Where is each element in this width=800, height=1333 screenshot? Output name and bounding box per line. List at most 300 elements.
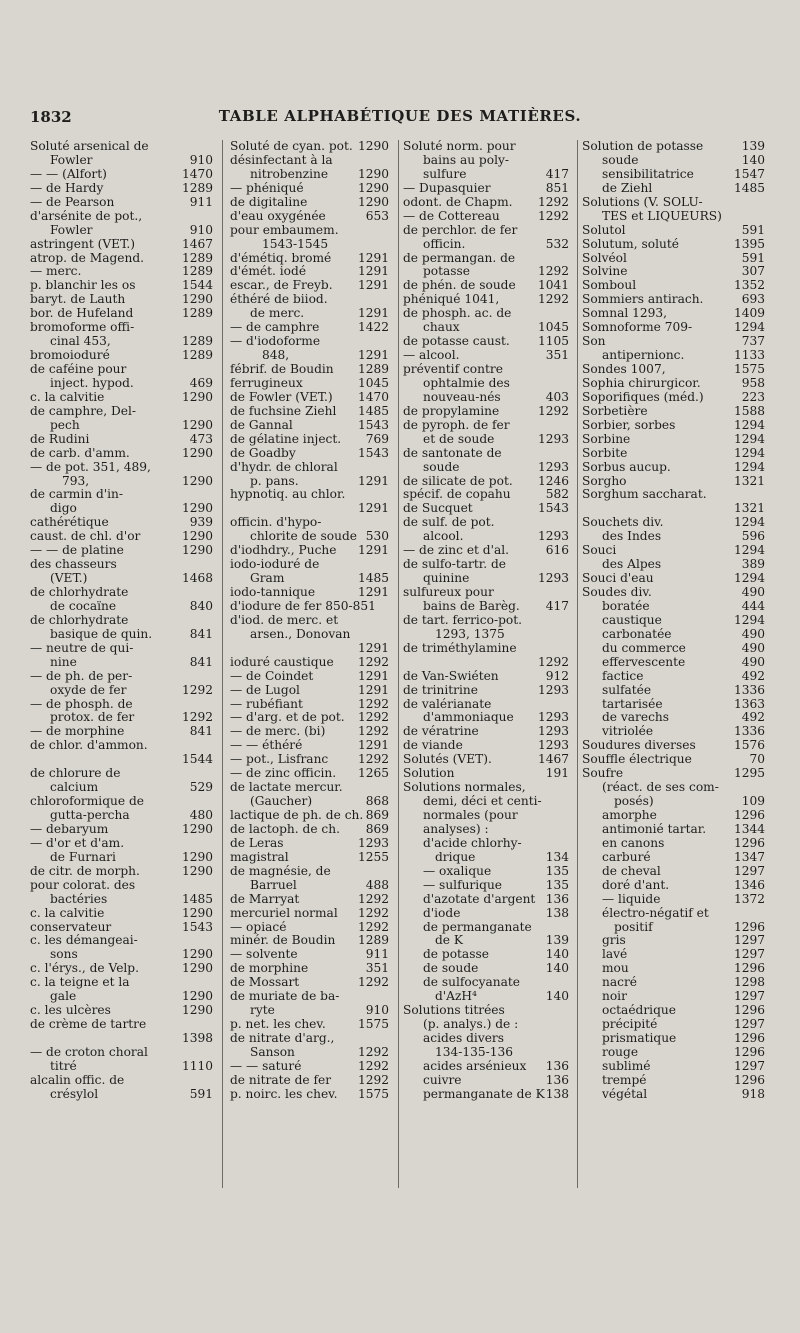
entry-page-ref: 1297 [733, 864, 765, 878]
entry-text: nouveau-nés [423, 390, 501, 404]
entry-text: de sulf. de pot. [403, 516, 495, 530]
entry-page-ref: 1291 [357, 544, 389, 558]
entry-page-ref: 139 [545, 934, 569, 948]
index-entry [582, 1018, 765, 1032]
entry-page-ref: 1290 [181, 293, 213, 307]
entry-page-ref: 490 [741, 586, 765, 599]
entry-text: — rubéfiant [230, 697, 303, 711]
entry-page-ref: 1289 [181, 335, 213, 349]
entry-text: d'iode [423, 906, 461, 920]
index-entry [582, 265, 765, 279]
index-entry [230, 168, 389, 182]
index-entry [230, 656, 389, 670]
entry-page-ref: 1292 [357, 1059, 389, 1073]
entry-text: de phén. de soude [403, 279, 516, 293]
entry-page-ref: 1133 [733, 349, 765, 363]
entry-page-ref: 1290 [357, 195, 389, 209]
index-entry [403, 307, 569, 321]
entry-page-ref: 1296 [733, 1073, 765, 1087]
entry-page-ref: 1291 [357, 349, 389, 363]
entry-text: — de phosph. de [30, 697, 133, 711]
entry-text: des Indes [602, 530, 662, 544]
entry-text: 793, [62, 474, 90, 488]
entry-page-ref: 1470 [357, 390, 389, 404]
entry-page-ref: 1292 [357, 753, 389, 767]
entry-text: caust. de chl. d'or [30, 530, 141, 544]
column-divider-2 [398, 140, 399, 1188]
entry-page-ref: 1485 [357, 404, 389, 418]
index-entry [230, 224, 389, 238]
index-entry [403, 154, 569, 168]
index-entry [30, 391, 213, 405]
entry-page-ref: 1544 [181, 279, 213, 293]
entry-text: caustique [602, 613, 662, 627]
entry-page-ref: 912 [545, 669, 569, 683]
entry-page-ref: 596 [741, 530, 765, 544]
entry-page-ref: 530 [365, 530, 389, 544]
entry-page-ref: 1336 [733, 725, 765, 739]
index-entry [403, 572, 569, 586]
entry-text: Solutol [582, 223, 626, 237]
entry-text: trempé [602, 1073, 647, 1087]
index-entry [30, 753, 213, 767]
entry-text: — — (Alfort) [30, 167, 107, 181]
index-entry [30, 377, 213, 391]
entry-page-ref: 1290 [181, 906, 213, 920]
index-entry [30, 252, 213, 266]
entry-page-ref: 1293 [537, 432, 569, 446]
index-entry [230, 990, 389, 1004]
index-entry [582, 823, 765, 837]
entry-text: p. noirc. les chev. [230, 1087, 338, 1101]
entry-text: de permangan. de [403, 251, 516, 265]
index-entry [582, 586, 765, 600]
entry-text: de permanganate [423, 920, 532, 934]
entry-page-ref: 591 [189, 1087, 213, 1101]
index-entry [30, 865, 213, 879]
index-entry [403, 921, 569, 935]
entry-text: Sorghum saccharat. [582, 488, 707, 502]
entry-text: de vératrine [403, 725, 479, 739]
index-entry [230, 628, 389, 642]
index-entry [403, 781, 569, 795]
entry-page-ref: 1292 [357, 655, 389, 669]
index-entry [230, 1060, 389, 1074]
entry-page-ref: 1292 [181, 683, 213, 697]
index-entry [582, 879, 765, 893]
entry-text: bains de Barèg. [423, 599, 520, 613]
index-entry [403, 210, 569, 224]
index-entry [403, 907, 569, 921]
entry-text: de cheval [602, 864, 661, 878]
entry-text: — de zinc et d'al. [403, 544, 509, 558]
index-entry [30, 419, 213, 433]
index-entry [230, 502, 389, 516]
entry-text: sons [50, 948, 78, 962]
entry-text: drique [435, 850, 476, 864]
entry-text: — debaryum [30, 822, 109, 836]
entry-page-ref: 1291 [357, 279, 389, 293]
index-entry [582, 907, 765, 921]
entry-page-ref: 1290 [181, 502, 213, 516]
index-entry [30, 558, 213, 572]
entry-text: — Dupasquier [403, 181, 491, 195]
entry-page-ref: 351 [545, 349, 569, 363]
index-entry [582, 628, 765, 642]
entry-text: (p. analys.) de : [423, 1018, 519, 1032]
entry-text: p. pans. [250, 474, 299, 488]
entry-page-ref: 1543 [537, 502, 569, 516]
running-title: TABLE ALPHABÉTIQUE DES MATIÈRES. [218, 107, 582, 125]
index-entry [30, 433, 213, 447]
index-entry [230, 795, 389, 809]
index-entry [230, 544, 389, 558]
index-entry [403, 1032, 569, 1046]
entry-page-ref: 138 [545, 906, 569, 920]
index-entry [403, 893, 569, 907]
entry-text: — de ph. de per- [30, 669, 133, 683]
entry-text: p. net. les chev. [230, 1018, 326, 1032]
index-column-3 [403, 140, 569, 1102]
entry-page-ref: 868 [365, 795, 389, 809]
index-entry [403, 642, 569, 656]
entry-page-ref: 1292 [537, 655, 569, 669]
index-entry [30, 516, 213, 530]
entry-page-ref: 1293 [357, 836, 389, 850]
index-entry [582, 1074, 765, 1088]
index-entry [582, 154, 765, 168]
index-entry [403, 614, 569, 628]
entry-text: — — éthéré [230, 739, 303, 753]
entry-text: carburé [602, 850, 651, 864]
entry-page-ref: 591 [741, 251, 765, 265]
entry-text: Sondes 1007, [582, 363, 666, 376]
entry-page-ref: 1290 [181, 948, 213, 962]
entry-text: électro-négatif et [602, 906, 709, 920]
entry-text: d'ammoniaque [423, 711, 514, 725]
entry-page-ref: 1294 [733, 460, 765, 474]
index-entry [230, 739, 389, 753]
entry-text: — de zinc officin. [230, 767, 337, 781]
index-entry [403, 293, 569, 307]
index-entry [403, 767, 569, 781]
entry-page-ref: 136 [545, 892, 569, 906]
entry-text: conservateur [30, 920, 112, 934]
entry-text: de morphine [230, 962, 309, 976]
entry-text: de lactoph. de ch. [230, 822, 340, 836]
entry-text: — de Coindet [230, 669, 314, 683]
entry-text: titré [50, 1059, 77, 1073]
index-entry [30, 1088, 213, 1102]
entry-text: de Goadby [230, 446, 296, 460]
index-entry [30, 684, 213, 698]
entry-text: atrop. de Magend. [30, 251, 145, 265]
entry-text: — de morphine [30, 725, 125, 739]
entry-text: Sophia chirurgicor. [582, 376, 701, 390]
entry-page-ref: 135 [545, 864, 569, 878]
entry-page-ref: 1468 [181, 572, 213, 586]
entry-text: de propylamine [403, 404, 500, 418]
entry-text: octaédrique [602, 1004, 676, 1018]
entry-text: Sommiers antirach. [582, 293, 704, 307]
index-entry [30, 767, 213, 781]
index-entry [582, 530, 765, 544]
entry-page-ref: 1292 [537, 293, 569, 307]
index-entry [403, 990, 569, 1004]
index-entry [30, 196, 213, 210]
entry-page-ref: 417 [545, 599, 569, 613]
entry-page-ref: 1105 [537, 335, 569, 349]
index-entry [403, 405, 569, 419]
index-entry [403, 753, 569, 767]
entry-text: de carmin d'in- [30, 488, 124, 502]
index-entry [403, 544, 569, 558]
index-entry [230, 614, 389, 628]
index-entry [582, 1060, 765, 1074]
entry-text: — de Hardy [30, 181, 104, 195]
entry-text: de Fowler (VÉT.) [230, 390, 333, 404]
entry-text: — de croton choral [30, 1045, 148, 1059]
entry-text: ryte [250, 1004, 275, 1018]
index-entry [30, 962, 213, 976]
index-column-2 [230, 140, 389, 1102]
index-entry [582, 600, 765, 614]
entry-text: — d'arg. et de pot. [230, 711, 345, 725]
entry-page-ref: 1110 [181, 1059, 213, 1073]
entry-text: noir [602, 990, 627, 1004]
entry-text: — sulfurique [423, 878, 503, 892]
entry-page-ref: 911 [189, 195, 213, 209]
entry-page-ref: 910 [189, 153, 213, 167]
index-entry [30, 1046, 213, 1060]
index-entry [403, 739, 569, 753]
entry-page-ref: 490 [741, 627, 765, 641]
entry-text: — de Cottereau [403, 209, 500, 223]
index-entry [582, 544, 765, 558]
entry-page-ref: 1292 [357, 1073, 389, 1087]
index-entry [30, 293, 213, 307]
entry-text: de triméthylamine [403, 641, 517, 655]
entry-text: de Van-Swiéten [403, 669, 499, 683]
index-entry [30, 851, 213, 865]
index-entry [582, 182, 765, 196]
entry-text: de sulfocyanate [423, 976, 520, 990]
index-entry [403, 823, 569, 837]
entry-text: des Alpes [602, 558, 662, 572]
entry-page-ref: 1294 [733, 446, 765, 460]
index-entry [403, 447, 569, 461]
index-entry [30, 210, 213, 224]
index-entry [582, 865, 765, 879]
entry-text: de carb. d'amm. [30, 446, 130, 460]
entry-text: de varechs [602, 711, 670, 725]
entry-text: Solutum, soluté [582, 237, 679, 251]
entry-page-ref: 1293 [537, 460, 569, 474]
index-entry [582, 851, 765, 865]
entry-page-ref: 1289 [181, 307, 213, 321]
index-entry [582, 767, 765, 781]
entry-text: (réact. de ses com- [602, 781, 719, 795]
entry-page-ref: 1293 [537, 572, 569, 586]
entry-page-ref: 1292 [357, 725, 389, 739]
index-entry [230, 823, 389, 837]
index-entry [230, 433, 389, 447]
index-entry [403, 586, 569, 600]
entry-page-ref: 1291 [357, 251, 389, 265]
index-entry [230, 1088, 389, 1102]
index-entry [230, 907, 389, 921]
entry-text: TÉS et LIQUEURS) [602, 209, 722, 223]
index-entry [403, 1046, 569, 1060]
entry-page-ref: 1292 [181, 711, 213, 725]
entry-text: alcalin offic. de [30, 1073, 125, 1087]
entry-text: Souffle électrique [582, 753, 692, 767]
index-entry [30, 921, 213, 935]
entry-page-ref: 1297 [733, 1059, 765, 1073]
entry-page-ref: 1290 [181, 850, 213, 864]
entry-page-ref: 1292 [537, 404, 569, 418]
entry-text: Souci [582, 544, 617, 558]
index-entry [30, 168, 213, 182]
entry-text: Souchets div. [582, 516, 664, 530]
entry-text: — neutre de qui- [30, 641, 134, 655]
index-entry [403, 238, 569, 252]
index-entry [230, 363, 389, 377]
index-entry [403, 698, 569, 712]
entry-text: Solution de potasse [582, 140, 704, 153]
index-entry [403, 656, 569, 670]
entry-text: calcium [50, 781, 99, 795]
index-entry [403, 252, 569, 266]
entry-text: bromoioduré [30, 349, 110, 363]
entry-text: — phéniqué [230, 181, 304, 195]
index-entry [582, 809, 765, 823]
entry-page-ref: 1291 [357, 265, 389, 279]
index-entry [230, 684, 389, 698]
entry-text: Fowler [50, 223, 93, 237]
entry-text: potasse [423, 265, 471, 279]
index-entry [230, 377, 389, 391]
entry-page-ref: 1290 [181, 530, 213, 544]
index-entry [582, 781, 765, 795]
entry-text: c. les ulcères [30, 1004, 111, 1018]
entry-text: Soluté arsenical de [30, 140, 149, 153]
entry-text: mou [602, 962, 629, 976]
index-entry [30, 1018, 213, 1032]
index-entry [30, 698, 213, 712]
index-entry [230, 1032, 389, 1046]
index-entry [582, 656, 765, 670]
entry-text: et de soude [423, 432, 495, 446]
entry-page-ref: 1246 [537, 474, 569, 488]
index-entry [403, 363, 569, 377]
entry-page-ref: 1296 [733, 836, 765, 850]
entry-page-ref: 139 [741, 140, 765, 153]
index-entry [230, 1004, 389, 1018]
entry-page-ref: 1296 [733, 1004, 765, 1018]
entry-text: Sorbier, sorbes [582, 418, 676, 432]
index-entry [582, 893, 765, 907]
index-entry [230, 586, 389, 600]
entry-text: Soluté de cyan. pot. [230, 140, 353, 153]
index-entry [230, 475, 389, 489]
entry-page-ref: 653 [365, 209, 389, 223]
entry-page-ref: 1041 [537, 279, 569, 293]
index-entry [230, 976, 389, 990]
page-number: 1832 [30, 108, 72, 126]
entry-text: minér. de Boudin [230, 934, 336, 948]
index-entry [230, 642, 389, 656]
entry-text: chloroformique de [30, 795, 144, 809]
entry-text: permanganate de K [423, 1087, 545, 1101]
entry-page-ref: 910 [189, 223, 213, 237]
index-entry [230, 530, 389, 544]
entry-page-ref: 939 [189, 516, 213, 530]
entry-page-ref: 490 [741, 655, 765, 669]
index-entry [582, 349, 765, 363]
entry-text: d'arsénite de pot., [30, 209, 143, 223]
entry-text: (VÉT.) [50, 572, 88, 586]
entry-text: amorphe [602, 809, 657, 822]
entry-page-ref: 1575 [357, 1087, 389, 1101]
entry-page-ref: 1363 [733, 697, 765, 711]
entry-text: de gélatine inject. [230, 432, 342, 446]
index-entry [230, 196, 389, 210]
entry-page-ref: 1292 [357, 976, 389, 990]
index-entry [230, 1018, 389, 1032]
entry-text: de soude [423, 962, 479, 976]
index-entry [582, 976, 765, 990]
entry-text: Solvéol [582, 251, 627, 265]
entry-page-ref: 1289 [181, 181, 213, 195]
entry-text: de Ziehl [602, 181, 653, 195]
entry-text: — opiacé [230, 920, 287, 934]
entry-text: soude [423, 460, 460, 474]
entry-text: de potasse [423, 948, 489, 962]
entry-text: de tart. ferrico-pot. [403, 613, 522, 627]
index-entry [30, 823, 213, 837]
index-entry [582, 488, 765, 502]
index-entry [582, 252, 765, 266]
entry-page-ref: 1296 [733, 809, 765, 822]
entry-text: Soluté norm. pour [403, 140, 516, 153]
entry-page-ref: 223 [741, 390, 765, 404]
index-entry [30, 475, 213, 489]
entry-page-ref: 1297 [733, 948, 765, 962]
entry-text: iodo-ioduré de [230, 558, 320, 572]
index-entry [403, 265, 569, 279]
entry-page-ref: 1294 [733, 516, 765, 530]
entry-text: Son [582, 335, 606, 349]
index-entry [403, 516, 569, 530]
entry-text: positif [614, 920, 653, 934]
index-entry [30, 809, 213, 823]
entry-text: sulfureux pour [403, 586, 494, 599]
entry-page-ref: 841 [189, 627, 213, 641]
index-entry [403, 865, 569, 879]
entry-text: sublimé [602, 1059, 651, 1073]
entry-text: Sorbite [582, 446, 628, 460]
entry-text: de Mossart [230, 976, 300, 990]
index-entry [30, 795, 213, 809]
entry-text: nitrobenzine [250, 167, 329, 181]
entry-text: demi, déci et centi- [423, 795, 542, 809]
index-entry [30, 321, 213, 335]
entry-page-ref: 1543 [357, 418, 389, 432]
index-entry [230, 293, 389, 307]
index-entry [582, 1032, 765, 1046]
entry-text: d'émétiq. bromé [230, 251, 332, 265]
